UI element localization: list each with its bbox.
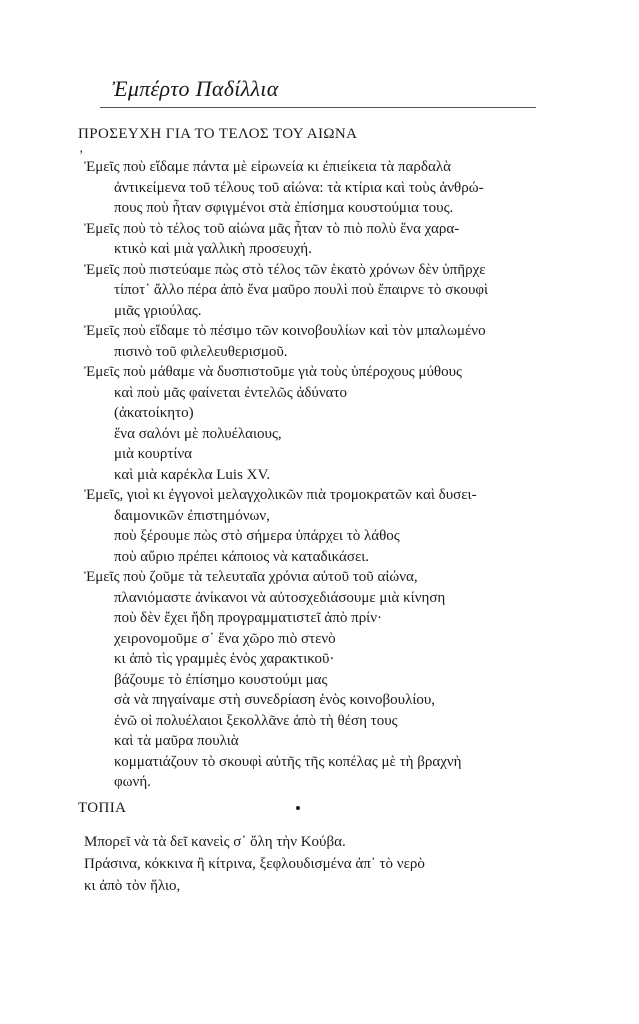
poem-line: κτικὸ καὶ μιὰ γαλλικὴ προσευχή. [114, 241, 312, 257]
poem-line: καὶ ποὺ μᾶς φαίνεται ἐντελῶς ἀδύνατο [114, 384, 347, 401]
poem-line: κι ἀπὸ τὸν ἥλιο, [84, 878, 181, 894]
poem-line: Μπορεῖ νὰ τὰ δεῖ κανεὶς σ᾽ ὅλη τὴν Κούβα. [84, 834, 346, 850]
poem-line: πους ποὺ ἦταν σφιγμένοι στὰ ἐπίσημα κουστούμια τους. [114, 200, 454, 216]
poem-line: μιᾶς γριούλας. [114, 302, 202, 319]
section-title-landscapes: ΤΟΠΙΑ [78, 800, 127, 816]
poem-line: τίποτ᾽ ἄλλο πέρα ἀπὸ ἕνα μαῦρο πουλὶ ποὺ ἔπαιρνε τὸ σκουφὶ [114, 282, 489, 298]
poem-line: ποὺ ξέρουμε πὼς στὸ σήμερα ὑπάρχει τὸ λάθος [114, 528, 400, 544]
poem-line: Πράσινα, κόκκινα ἢ κίτρινα, ξεφλουδισμένα ἀπ᾽ τὸ νερὸ [84, 856, 425, 872]
poem-line: ἀντικείμενα τοῦ τέλους τοῦ αἰώνα: τὰ κτίρια καὶ τοὺς ἀνθρώ- [114, 179, 484, 196]
poem-line: ποὺ αὔριο πρέπει κάποιος νὰ καταδικάσει. [114, 548, 370, 565]
running-header-author: Ἐμπέρτο Παδίλλια [112, 76, 279, 101]
poem-line: Ἐμεῖς ποὺ μάθαμε νὰ δυσπιστοῦμε γιὰ τοὺς ὑπέροχους μύθους [84, 364, 462, 380]
poem-line: βάζουμε τὸ ἐπίσημο κουστούμι μας [114, 671, 328, 688]
poem-line: ἐνῶ οἱ πολυέλαιοι ξεκολλᾶνε ἀπὸ τὴ θέση τους [114, 712, 398, 729]
poem-line: Ἐμεῖς, γιοὶ κι ἐγγονοὶ μελαγχολικῶν πιὰ τρομοκρατῶν καὶ δυσει- [84, 487, 477, 503]
poem-line: σὰ νὰ πηγαίναμε στὴ συνεδρίαση ἑνὸς κοινοβουλίου, [114, 692, 436, 708]
poem-line: Ἐμεῖς ποὺ πιστεύαμε πὼς στὸ τέλος τῶν ἑκατὸ χρόνων δὲν ὑπῆρχε [84, 261, 486, 278]
poem-line: Ἐμεῖς ποὺ εἴδαμε τὸ πέσιμο τῶν κοινοβουλίων καὶ τὸν μπαλωμένο [84, 323, 486, 339]
poem-line: (ἀκατοίκητο) [114, 405, 194, 421]
poem-line: Ἐμεῖς ποὺ τὸ τέλος τοῦ αἰώνα μᾶς ἦταν τὸ πιὸ πολὺ ἕνα χαρα- [84, 220, 460, 237]
poem-line: πλανιόμαστε ἀνίκανοι νὰ αὐτοσχεδιάσουμε μιὰ κίνηση [114, 589, 446, 606]
poem-line: ἕνα σαλόνι μὲ πολυέλαιους, [114, 425, 282, 442]
poem-line: καὶ τὰ μαῦρα πουλιὰ [114, 733, 239, 749]
poem-line: Ἐμεῖς ποὺ ζοῦμε τὰ τελευταῖα χρόνια αὐτοῦ τοῦ αἰώνα, [84, 569, 418, 585]
poem-line: κι ἀπὸ τὶς γραμμὲς ἑνὸς χαρακτικοῦ· [114, 651, 335, 667]
poem-line: φωνή. [114, 774, 151, 790]
header-rule [100, 107, 536, 108]
poem-line: κομματιάζουν τὸ σκουφὶ αὐτῆς τῆς κοπέλας μὲ τὴ βραχνὴ [114, 753, 462, 770]
ink-speck [296, 806, 300, 810]
poem-line: χειρονομοῦμε σ᾽ ἕνα χῶρο πιὸ στενὸ [114, 630, 336, 647]
poem-line: πισινὸ τοῦ φιλελευθερισμοῦ. [114, 343, 288, 360]
poem-line: καὶ μιὰ καρέκλα Luis XV. [114, 466, 271, 483]
poem-line: μιὰ κουρτίνα [114, 446, 193, 462]
poem-line: δαιμονικῶν ἐπιστημόνων, [114, 507, 270, 524]
poem-line: ποὺ δὲν ἔχει ἤδη προγραμματιστεῖ ἀπὸ πρίν· [114, 610, 382, 626]
section-title-prayer: ΠΡΟΣΕΥΧΗ ΓΙΑ ΤΟ ΤΕΛΟΣ ΤΟΥ ΑΙΩΝΑ [78, 126, 358, 142]
stray-apostrophe: ’ [79, 147, 84, 162]
poem-line: Ἐμεῖς ποὺ εἴδαμε πάντα μὲ εἰρωνεία κι ἐπιείκεια τὰ παρδαλὰ [84, 159, 451, 175]
